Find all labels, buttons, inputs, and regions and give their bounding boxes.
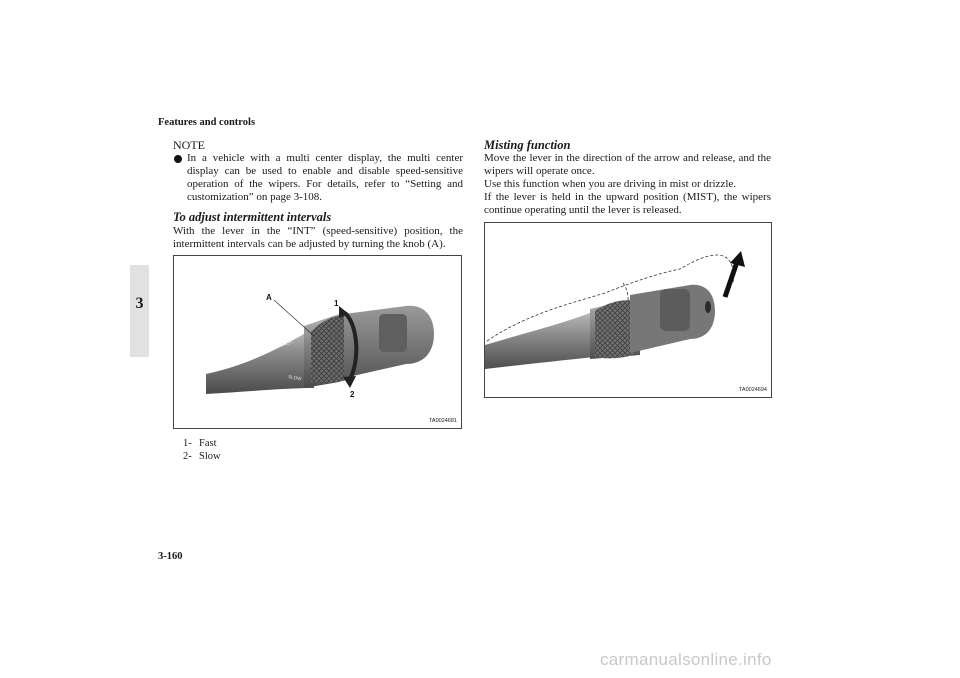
watermark: carmanualsonline.info [600, 650, 772, 669]
legend-item-slow: 2- Slow [183, 451, 221, 462]
wiper-lever-knob-illustration [174, 256, 461, 428]
legend-item-fast: 1- Fast [183, 438, 217, 449]
misting-paragraph-2: Use this function when you are driving in mist or drizzle. [484, 178, 737, 190]
fast-marking: FAST [280, 338, 295, 349]
figure-misting-lever [484, 222, 772, 398]
figure-code: TA0024694 [738, 387, 767, 393]
figure-intermittent-knob [173, 255, 462, 429]
right-column [484, 138, 771, 217]
note-bullet [173, 152, 463, 204]
figure-code: TA0024681 [428, 418, 457, 424]
slow-marking: SLOW [287, 374, 302, 382]
bullet-dot-icon [174, 155, 182, 163]
misting-paragraph-3: If the lever is held in the upward position (MIST), the wipers continue operating until the lever is released. [484, 191, 771, 216]
chapter-tab [130, 265, 149, 357]
left-column [173, 138, 463, 251]
page-number: 3-160 [158, 551, 183, 562]
wiper-lever-mist-illustration [485, 223, 771, 397]
note-title: NOTE [173, 138, 205, 152]
misting-paragraph-1: Move the lever in the direction of the arrow and release, and the wipers will operate once. [484, 152, 771, 177]
note-bullet-text: In a vehicle with a multi center display, the multi center display can be used to enable and disable speed-sensitive operation of the wipers. For details, refer to “Setting and customization” on page 3-108. [187, 152, 463, 203]
intermittent-body: With the lever in the “INT” (speed-sensitive) position, the intermittent intervals can be adjusted by turning the knob (A). [173, 225, 463, 250]
figure-legend [183, 437, 221, 463]
knob-label-a: A [266, 293, 272, 302]
misting-heading: Misting function [484, 138, 571, 152]
intermittent-heading: To adjust intermittent intervals [173, 210, 332, 224]
chapter-number: 3 [135, 295, 144, 312]
direction-label-2: 2 [350, 390, 355, 399]
section-header: Features and controls [158, 117, 256, 128]
direction-label-1: 1 [334, 299, 339, 308]
